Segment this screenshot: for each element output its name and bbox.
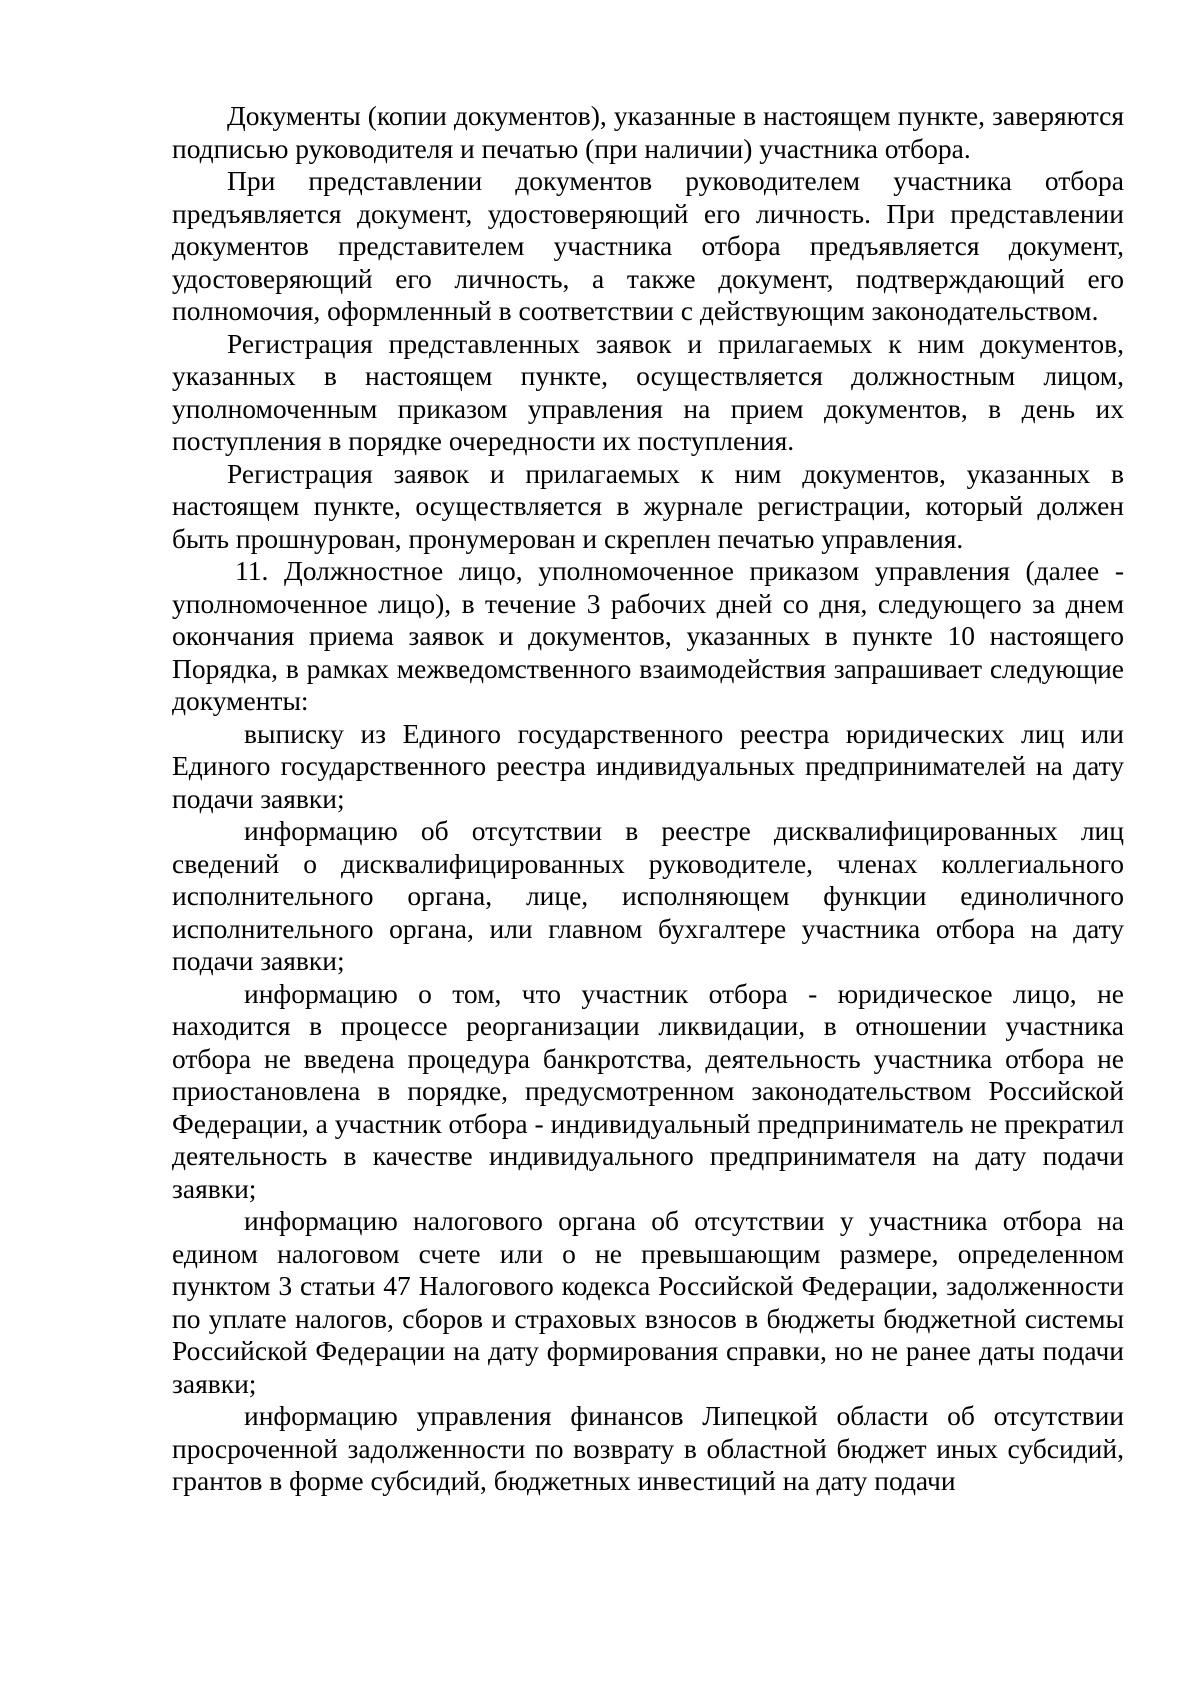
paragraph-identity-presentation: При представлении документов руководителем участника отбора предъявляется документ, удостоверяющий его личность. При представлении документов представителем участника отбора предъявляется документ, удостоверяющий его личность, а также документ, подтверждающий его полномочия, оформленный в соответствии с действующим законодательством. bbox=[172, 165, 1124, 326]
paragraph-tax-debt-info: информацию налогового органа об отсутствии у участника отбора на едином налоговом счете или о не превышающим размере, определенном пунктом 3 статьи 47 Налогового кодекса Российской Федерации, задолженности по уплате налогов, сборов и страховых взносов в бюджеты бюджетной системы Российской Федерации на дату формирования справки, но не ранее даты подачи заявки; bbox=[172, 1205, 1124, 1399]
paragraph-registration-official: Регистрация представленных заявок и прилагаемых к ним документов, указанных в настоящем пункте, осуществляется должностным лицом, уполномоченным приказом управления на прием документов, в день их поступления в порядке очередности их поступления. bbox=[172, 327, 1124, 456]
paragraph-registration-journal: Регистрация заявок и прилагаемых к ним документов, указанных в настоящем пункте, осуществляется в журнале регистрации, который должен быть прошнурован, пронумерован и скреплен печатью управления. bbox=[172, 457, 1124, 554]
paragraph-reorganization-info: информацию о том, что участник отбора - юридическое лицо, не находится в процессе реорганизации ликвидации, в отношении участника отбора не введена процедура банкротства, деятельность участника отбора не приостановлена в порядке, предусмотренном законодательством Российской Федерации, а участник отбора - индивидуальный предприниматель не прекратил деятельность в качестве индивидуального предпринимателя на дату подачи заявки; bbox=[172, 977, 1124, 1204]
paragraph-item-11: 11. Должностное лицо, уполномоченное приказом управления (далее - уполномоченное лицо), в течение 3 рабочих дней со дня, следующего за днем окончания приема заявок и документов, указанных в пункте 10 настоящего Порядка, в рамках межведомственного взаимодействия запрашивает следующие документы: bbox=[172, 555, 1124, 716]
paragraph-disqualified-persons: информацию об отсутствии в реестре дисквалифицированных лиц сведений о дисквалифицированных руководителе, членах коллегиального исполнительного органа, лице, исполняющем функции единоличного исполнительного органа, или главном бухгалтере участника отбора на дату подачи заявки; bbox=[172, 815, 1124, 976]
paragraph-documents-certification: Документы (копии документов), указанные в настоящем пункте, заверяются подписью руководителя и печатью (при наличии) участника отбора. bbox=[172, 100, 1124, 164]
paragraph-registry-extract: выписку из Единого государственного реестра юридических лиц или Единого государственного реестра индивидуальных предпринимателей на дату подачи заявки; bbox=[172, 717, 1124, 814]
paragraph-finance-debt-info: информацию управления финансов Липецкой области об отсутствии просроченной задолженности по возврату в областной бюджет иных субсидий, грантов в форме субсидий, бюджетных инвестиций на дату подачи bbox=[172, 1400, 1124, 1496]
